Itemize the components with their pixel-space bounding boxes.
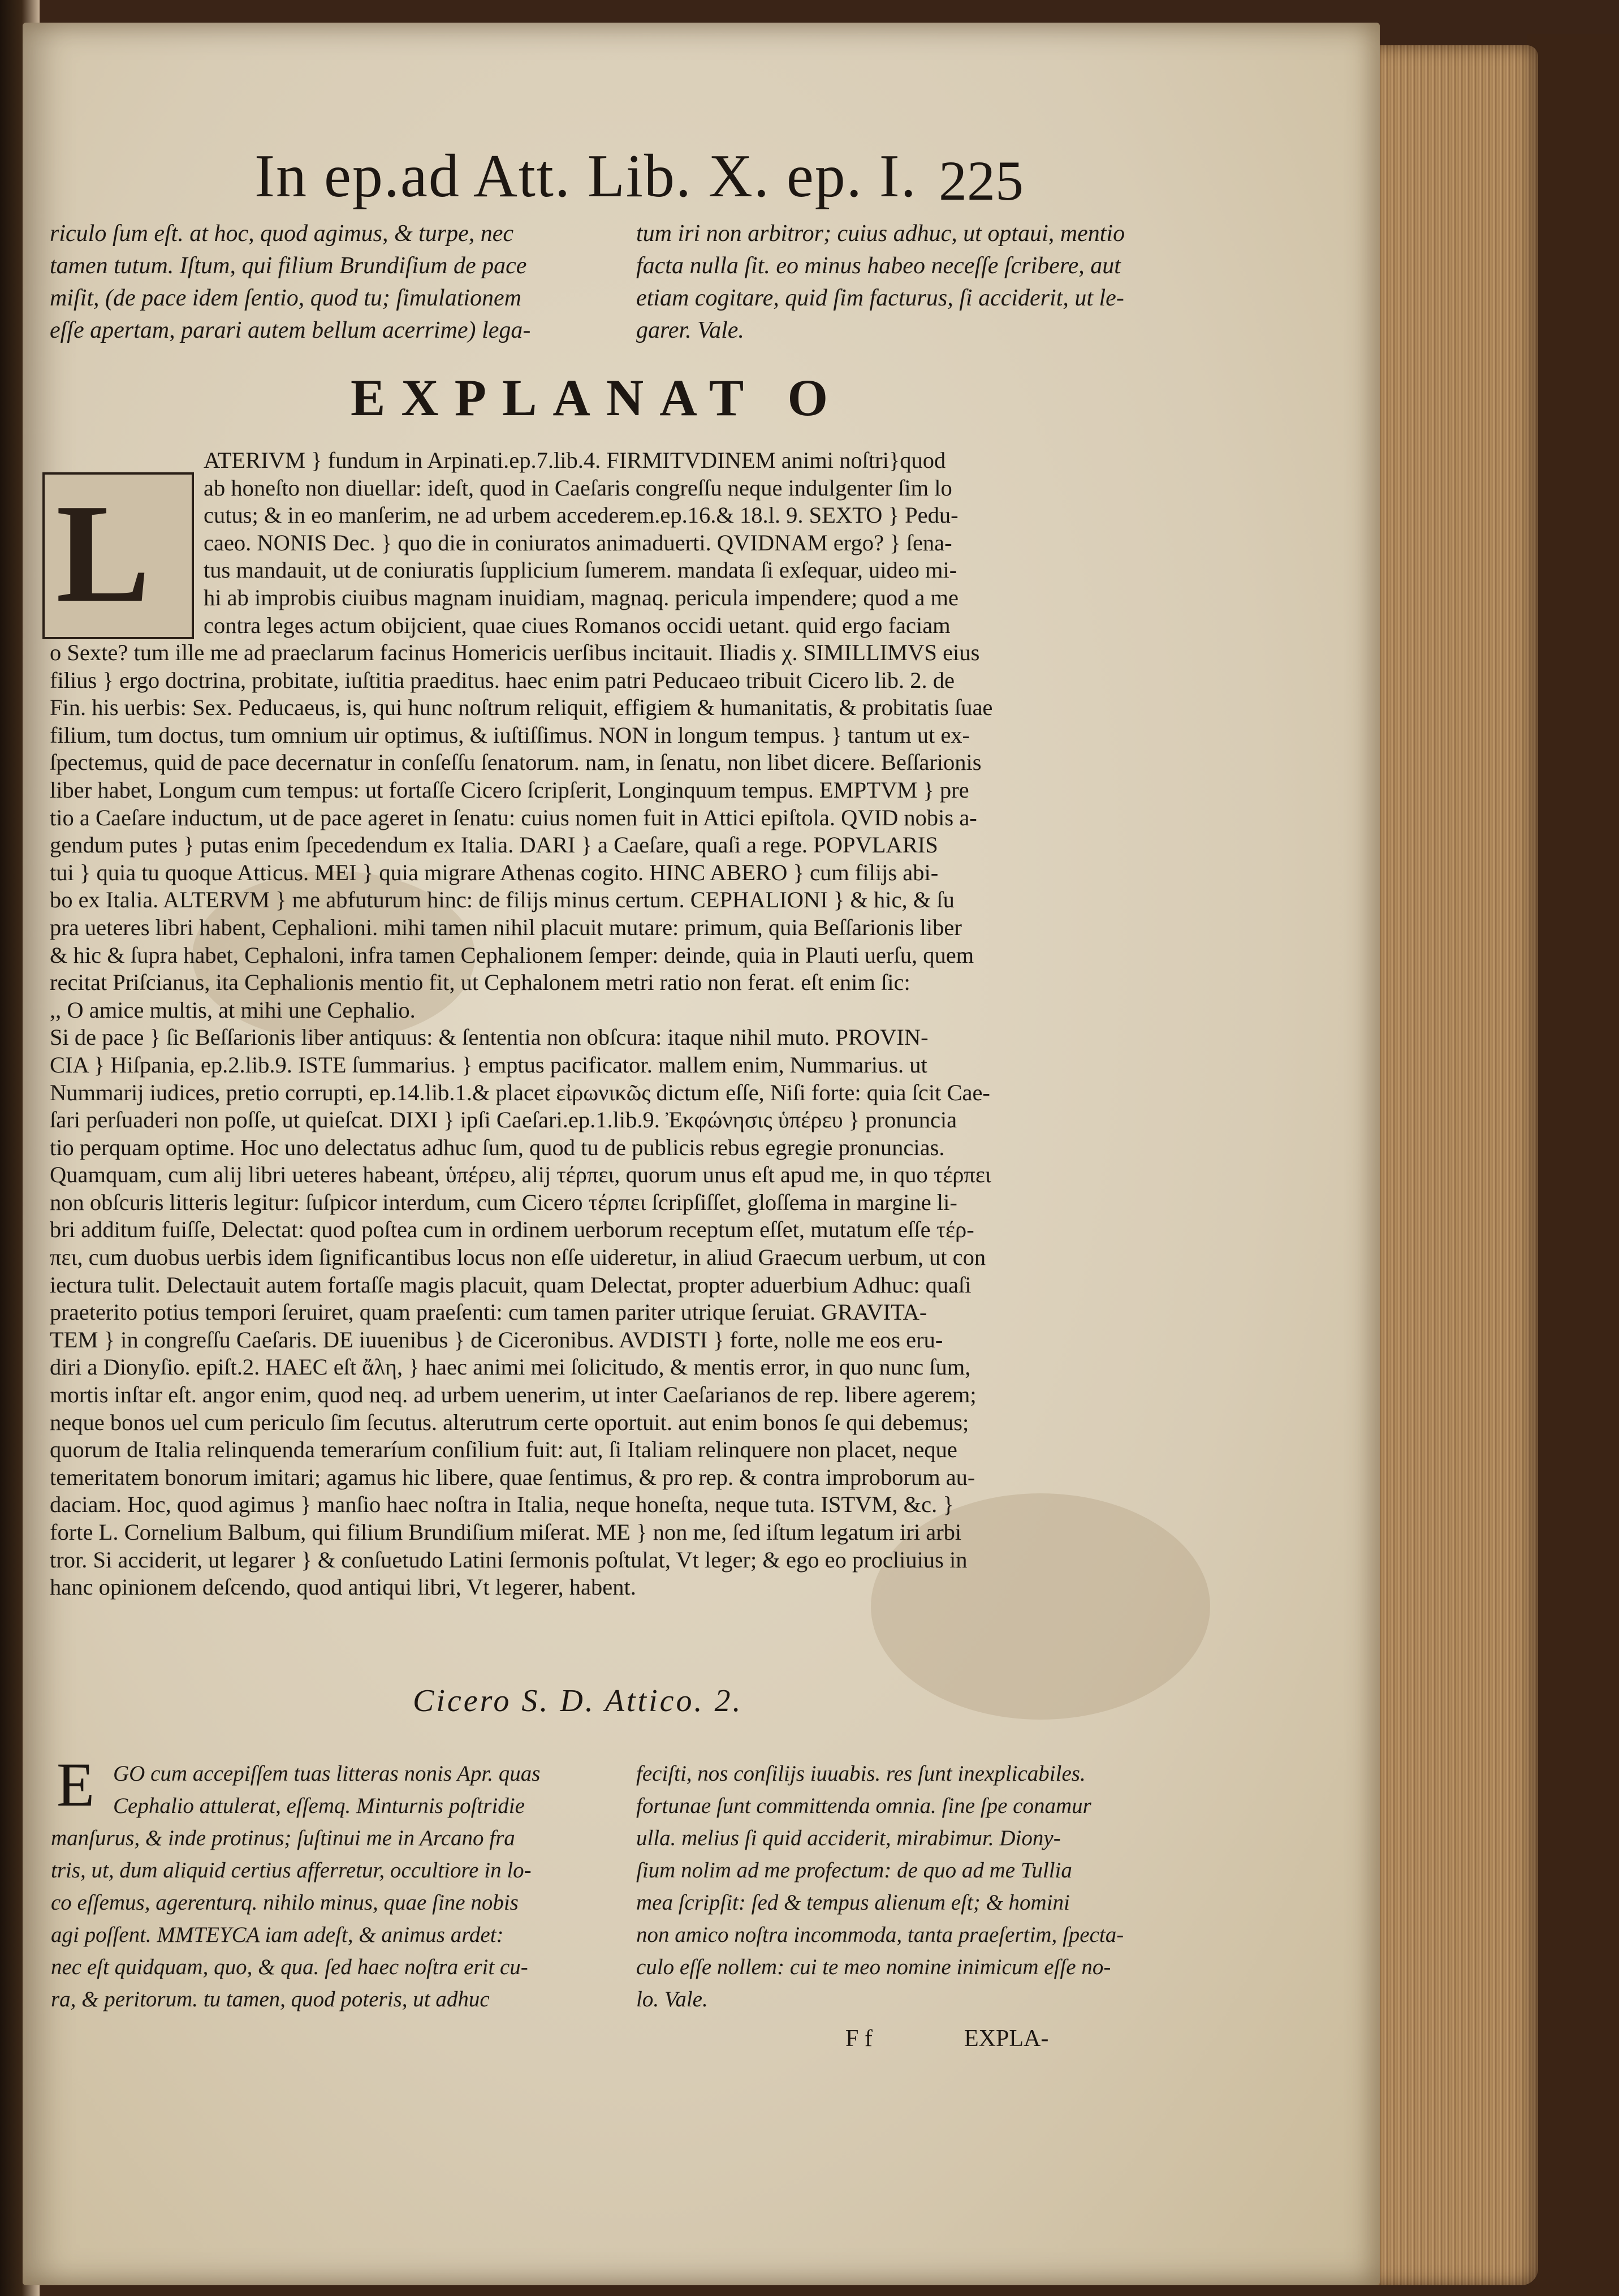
letter-title: Cicero S. D. Attico. 2.: [413, 1683, 743, 1718]
text-line: ulla. melius ſi quid acciderit, mirabimur. Diony-: [636, 1826, 1061, 1850]
text-line: liber habet, Longum cum tempus: ut fortaſſe Cicero ſcripſerit, Longinquum tempus. EMPTVM } pre: [50, 777, 969, 803]
text-line: πει, cum duobus uerbis idem ſignificantibus locus non eſſe uideretur, in aliud Graecum uerbum, ut con: [50, 1244, 986, 1270]
text-line: facta nulla ſit. eo minus habeo neceſſe ſcribere, aut: [636, 253, 1121, 279]
text-line: CIA } Hiſpania, ep.2.lib.9. ISTE ſummarius. } emptus pacificator. mallem enim, Nummarius. ut: [50, 1052, 927, 1078]
text-line: filius } ergo doctrina, probitate, iuſtitia praeditus. haec enim patri Peducaeo tribuit Cicero lib. 2. de: [50, 667, 955, 693]
text-line: tio a Caeſare inductum, ut de pace ageret in ſenatu: cuius nomen fuit in Attici epiſtola. QVID nobis a-: [50, 804, 977, 830]
text-line: TEM } in congreſſu Caeſaris. DE iuuenibus } de Ciceronibus. AVDISTI } forte, nolle me eos eru-: [50, 1326, 943, 1352]
text-line: cutus; & in eo manſerim, ne ad urbem accederem.ep.16.& 18.l. 9. SEXTO } Pedu-: [204, 502, 959, 528]
text-line: ſpectemus, quid de pace decernatur in conſeſſu ſenatorum. nam, in ſenatu, non libet dicere. Beſſarionis: [50, 749, 982, 776]
text-line: ra, & peritorum. tu tamen, quod poteris, ut adhuc: [51, 1987, 490, 2011]
text-line: quorum de Italia relinquenda temeraríum conſilium fuit: aut, ſi Italiam relinquere non placet, neque: [50, 1437, 957, 1463]
text-line: etiam cogitare, quid ſim facturus, ſi acciderit, ut le-: [636, 285, 1124, 311]
text-line: ATERIVM } fundum in Arpinati.ep.7.lib.4. FIRMITVDINEM animi noſtri}quod: [204, 447, 946, 473]
top-left-column: [50, 218, 615, 347]
text-line: tamen tutum. Iſtum, qui filium Brundiſium de pace: [50, 253, 527, 279]
text-line: garer. Vale.: [636, 317, 744, 343]
text-line: pra ueteres libri habent, Cephalioni. mihi tamen nihil placuit mutare: primum, quia Beſſarionis liber: [50, 914, 962, 940]
section-heading: EXPLANAT O: [351, 369, 844, 427]
text-line: iectura tulit. Delectauit autem fortaſſe magis placuit, quam Delectat, propter aduerbium Adhuc: quaſi: [50, 1272, 972, 1298]
text-line: ſari perſuaderi non poſſe, ut quieſcat. DIXI } ipſi Caeſari.ep.1.lib.9. Ἐκφώνησις ὑπέρευ } pronuncia: [50, 1107, 957, 1133]
text-line: miſit, (de pace idem ſentio, quod tu; ſimulationem: [50, 285, 522, 311]
text-line: Cephalio attulerat, eſſemq. Minturnis poſtridie: [113, 1794, 525, 1818]
page-number: 225: [939, 149, 1024, 212]
text-line: filium, tum doctus, tum omnium uir optimus, & iuſtiſſimus. NON in longum tempus. } tantum ut ex-: [50, 722, 970, 748]
letter-initial: E: [57, 1750, 95, 1819]
text-line: ſium nolim ad me profectum: de quo ad me Tullia: [636, 1858, 1072, 1883]
text-line: o Sexte? tum ille me ad praeclarum facinus Homericis uerſibus incitauit. Iliadis χ. SIMILLIMVS eius: [50, 640, 980, 665]
text-line: ab honeſto non diuellar: ideſt, quod in Caeſaris congreſſu neque indulgenter ſim lo: [204, 475, 952, 501]
letter-right-column: [636, 1758, 1124, 2016]
text-line: tris, ut, dum aliquid certius afferretur, occultiore in lo-: [51, 1858, 532, 1883]
signature-mark: F f: [845, 2026, 873, 2052]
text-line: Quamquam, cum alij libri ueteres habeant, ὑπέρευ, alij τέρπει, quorum unus eſt apud me, in quo τέρπει: [50, 1162, 991, 1188]
text-line: gendum putes } putas enim ſpecedendum ex Italia. DARI } a Caeſare, quaſi a rege. POPVLARIS: [50, 832, 938, 858]
text-line: bo ex Italia. ALTERVM } me abfuturum hinc: de filijs minus certum. CEPHALIONI } & hic, & ſu: [50, 887, 955, 913]
commentary-indented: [204, 447, 959, 639]
page-edges: [1368, 45, 1538, 2285]
text-line: mea ſcripſit: ſed & tempus alienum eſt; & homini: [636, 1890, 1070, 1915]
initial-letter: L: [56, 475, 150, 632]
text-line: hanc opinionem deſcendo, quod antiqui libri, Vt legerer, habent.: [50, 1574, 636, 1600]
text-line: temeritatem bonorum imitari; agamus hic libere, quae ſentimus, & pro rep. & contra improborum au-: [50, 1464, 975, 1490]
running-head: In ep.ad Att. Lib. X. ep. I.: [254, 143, 917, 210]
text-line: lo. Vale.: [636, 1987, 708, 2011]
text-line: caeo. NONIS Dec. } quo die in coniuratos animaduerti. QVIDNAM ergo? } ſena-: [204, 529, 952, 555]
letter-left-column: [51, 1758, 541, 2016]
background-shadow: [1527, 34, 1619, 2296]
text-line: daciam. Hoc, quod agimus } manſio haec noſtra in Italia, neque honeſta, neque tuta. ISTVM, &c. }: [50, 1492, 954, 1518]
text-line: eſſe apertam, parari autem bellum acerrime) lega-: [50, 317, 531, 343]
text-line: feciſti, nos conſilijs iuuabis. res ſunt inexplicabiles.: [636, 1761, 1086, 1786]
text-line: agi poſſent. ΜΜΤΕΥCA iam adeſt, & animus ardet:: [51, 1923, 504, 1947]
text-line: tio perquam optime. Hoc uno delectatus adhuc ſum, quod tu de publicis rebus egregie pronuncias.: [50, 1134, 945, 1160]
text-line: contra leges actum obijcient, quae ciues Romanos occidi uetant. quid ergo faciam: [204, 612, 951, 638]
text-line: bri additum fuiſſe, Delectat: quod poſtea cum in ordinem uerborum receptum eſſet, mutatum eſſe τέρ-: [50, 1217, 974, 1243]
text-line: ,, O amice multis, at mihi une Cephalio.: [50, 997, 416, 1023]
text-line: Fin. his uerbis: Sex. Peducaeus, is, qui hunc noſtrum reliquit, effigiem & humanitatis, & probitatis ſuae: [50, 695, 993, 721]
text-line: fortunae ſunt committenda omnia. ſine ſpe conamur: [636, 1794, 1091, 1818]
text-line: recitat Priſcianus, ita Cephalionis mentio fit, ut Cephalonem metri ratio non ferat. eſt enim ſic:: [50, 970, 910, 996]
text-line: culo eſſe nollem: cui te meo nomine inimicum eſſe no-: [636, 1955, 1111, 1979]
text-line: tus mandauit, ut de coniuratis ſupplicium ſumerem. mandata ſi exſequar, uideo mi-: [204, 557, 957, 583]
text-line: riculo ſum eſt. at hoc, quod agimus, & turpe, nec: [50, 221, 514, 247]
text-line: neque bonos uel cum periculo ſim ſecutus. alterutrum certe oportuit. aut enim bonos ſe qui debemus;: [50, 1409, 969, 1435]
text-line: mortis inſtar eſt. angor enim, quod neq. ad urbem uenerim, ut inter Caeſarianos de rep. libere agerem;: [50, 1382, 977, 1408]
text-line: nec eſt quidquam, quo, & qua. ſed haec noſtra erit cu-: [51, 1955, 528, 1979]
text-line: & hic & ſupra habet, Cephaloni, infra tamen Cephalionem ſemper: deinde, quia in Plauti uerſu, quem: [50, 942, 974, 968]
text-line: tror. Si acciderit, ut legarer } & conſuetudo Latini ſermonis poſtulat, Vt leger; & ego eo procliuius in: [50, 1547, 968, 1573]
top-right-column: [636, 218, 1202, 347]
text-line: forte L. Cornelium Balbum, qui filium Brundiſium miſerat. ME } non me, ſed iſtum legatum iri arbi: [50, 1519, 962, 1545]
text-line: manſurus, & inde protinus; ſuſtinui me in Arcano fra: [51, 1826, 515, 1850]
text-line: tum iri non arbitror; cuius adhuc, ut optaui, mentio: [636, 221, 1125, 247]
text-line: Nummarij iudices, pretio corrupti, ep.14.lib.1.& placet εἰρωνικῶς dictum eſſe, Niſi forte: quia ſcit Cae-: [50, 1079, 990, 1105]
text-line: GO cum accepiſſem tuas litteras nonis Apr. quas: [113, 1761, 541, 1786]
text-line: co eſſemus, agerenturq. nihilo minus, quae ſine nobis: [51, 1890, 519, 1915]
text-line: diri a Dionyſio. epiſt.2. HAEC eſt ἄλη, } haec animi mei ſolicitudo, & mentis error, in quo nunc ſum,: [50, 1354, 971, 1380]
catchword: EXPLA-: [964, 2026, 1049, 2052]
decorated-initial: [42, 472, 194, 639]
text-line: Si de pace } ſic Beſſarionis liber antiquus: & ſententia non obſcura: itaque nihil muto. PROVIN-: [50, 1024, 929, 1050]
text-line: hi ab improbis ciuibus magnam inuidiam, magnaq. pericula impendere; quod a me: [204, 584, 959, 610]
text-line: non obſcuris litteris legitur: ſuſpicor interdum, cum Cicero τέρπει ſcripſiſſet, gloſſema in margine li-: [50, 1189, 957, 1215]
text-line: tui } quia tu quoque Atticus. MEI } quia migrare Athenas cogito. HINC ABERO } cum filijs abi-: [50, 859, 939, 885]
commentary-body: [50, 639, 992, 1601]
text-line: praeterito potius tempori ſeruiret, quam praeſenti: cum tamen pariter utrique ſeruiat. GRAVITA-: [50, 1299, 927, 1325]
text-line: non amico noſtra incommoda, tanta praeſertim, ſpecta-: [636, 1923, 1124, 1947]
